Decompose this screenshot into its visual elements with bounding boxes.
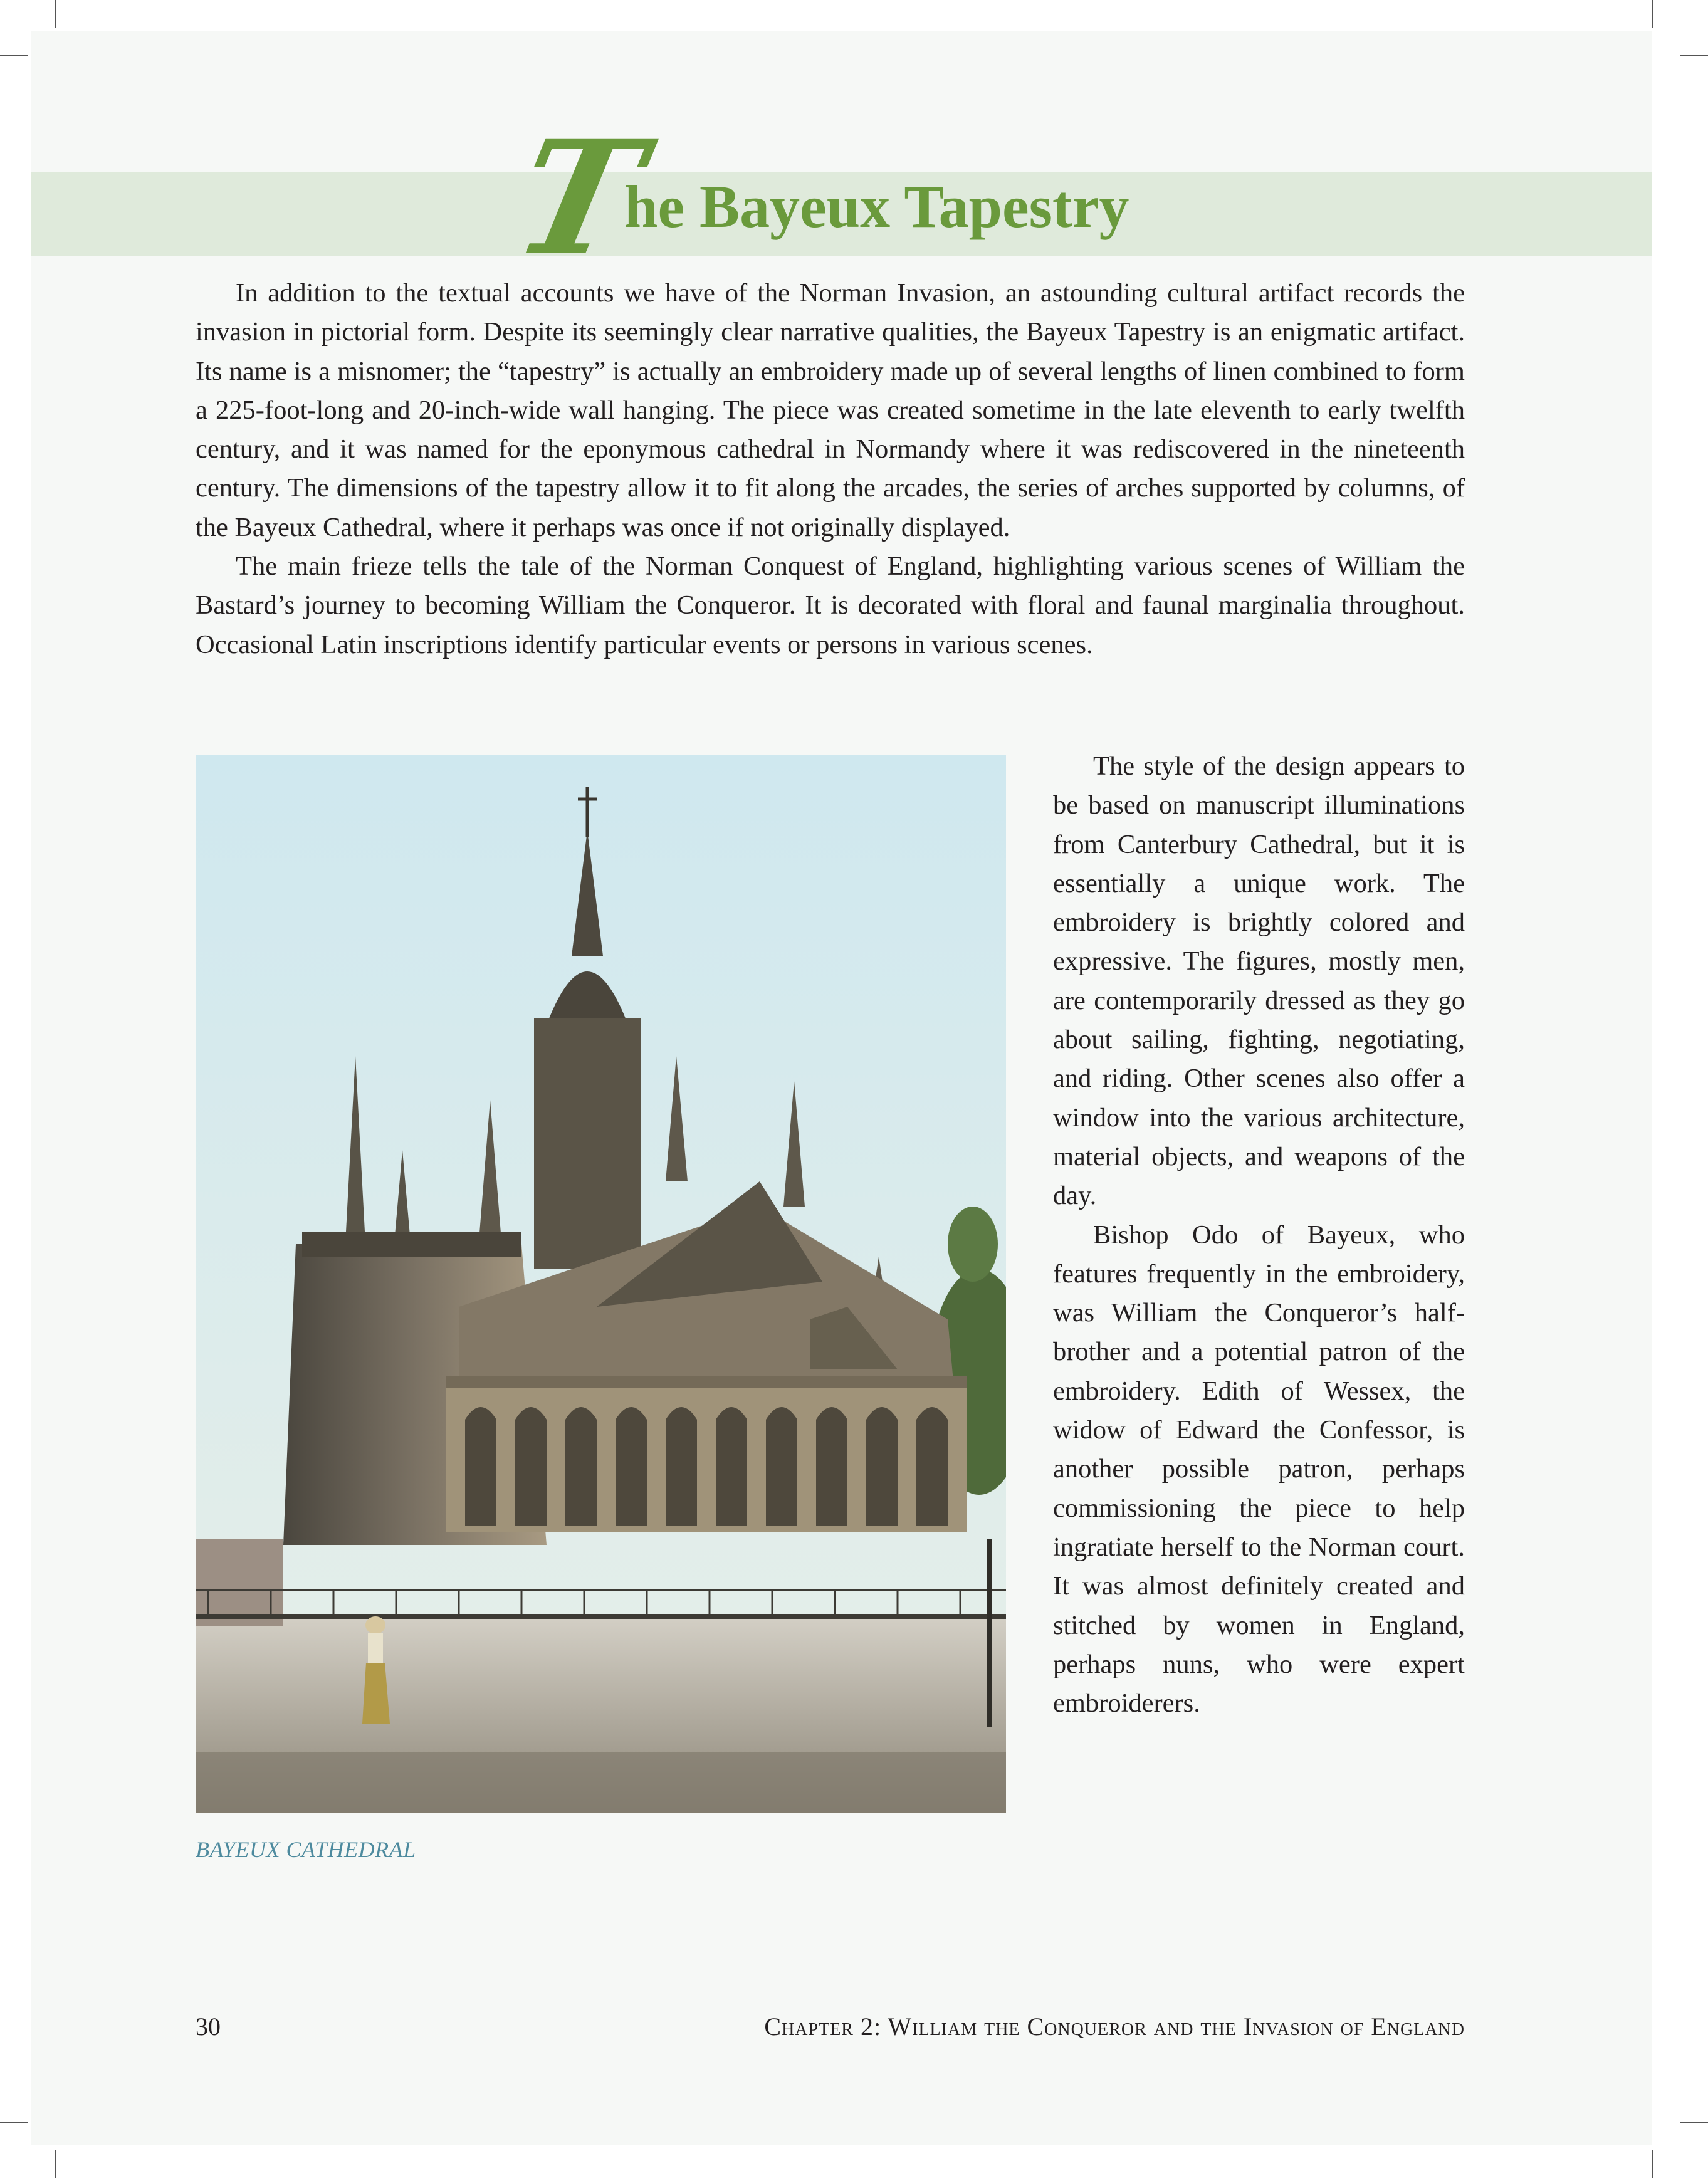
title-text: he Bayeux Tapestry <box>624 173 1129 240</box>
title-dropcap: T <box>500 105 657 290</box>
sidebar-column <box>1053 747 1465 1723</box>
body-paragraph: In addition to the textual accounts we have of the Norman Invasion, an astounding cultural artifact records the invasion in pictorial form. Despite its seemingly clear narrative qualities, the Bayeux Tapestry is an enigmatic artifact. Its name is a misnomer; the “tapestry” is actually an embroidery made up of several lengths of linen combined to form a 225-foot-long and 20-inch-wide wall hanging. The piece was created sometime in the late eleventh to early twelfth century, and it was named for the eponymous cathedral in Normandy where it was rediscovered in the nineteenth century. The dimensions of the tapestry allow it to fit along the arcades, the series of arches supported by columns, of the Bayeux Cathedral, where it perhaps was once if not originally displayed. <box>196 278 1465 542</box>
body-paragraph: The main frieze tells the tale of the Norman Conquest of England, highlighting various scenes of William the Bastard’s journey to becoming William the Conqueror. It is decorated with floral and faunal marginalia throughout. Occasional Latin inscriptions identify particular events or persons in various scenes. <box>196 552 1465 659</box>
main-body <box>196 274 1465 664</box>
crop-mark <box>1680 2122 1708 2123</box>
crop-mark <box>1652 0 1653 28</box>
crop-mark <box>55 0 56 28</box>
crop-mark <box>1680 55 1708 56</box>
sidebar-paragraph: Bishop Odo of Bayeux, who features frequently in the embroidery, was William the Conqueror’s half-brother and a potential patron of the embroidery. Edith of Wessex, the widow of Edward the Confessor, is another possible patron, perhaps commissioning the piece to help ingratiate herself to the Norman court. It was almost definitely created and stitched by women in England, perhaps nuns, who were expert embroiderers. <box>1053 1220 1465 1719</box>
crop-mark <box>1652 2150 1653 2178</box>
page-title <box>500 105 1129 290</box>
photo-caption: BAYEUX CATHEDRAL <box>196 1837 416 1862</box>
crop-mark <box>55 2150 56 2178</box>
sidebar-paragraph: The style of the design appears to be based on manuscript illuminations from Canterbury Cathedral, but it is essentially a unique work. The embroidery is brightly colored and expressive. The figures, mostly men, are contemporarily dressed as they go about sailing, fighting, negotiating, and riding. Other scenes also offer a window into the various architecture, material objects, and weapons of the day. <box>1053 751 1465 1211</box>
page-number: 30 <box>196 2013 221 2041</box>
crop-mark <box>0 55 28 56</box>
crop-mark <box>0 2122 28 2123</box>
cathedral-photo <box>196 755 1006 1813</box>
running-head: Chapter 2: William the Conqueror and the Invasion of England <box>764 2013 1465 2041</box>
